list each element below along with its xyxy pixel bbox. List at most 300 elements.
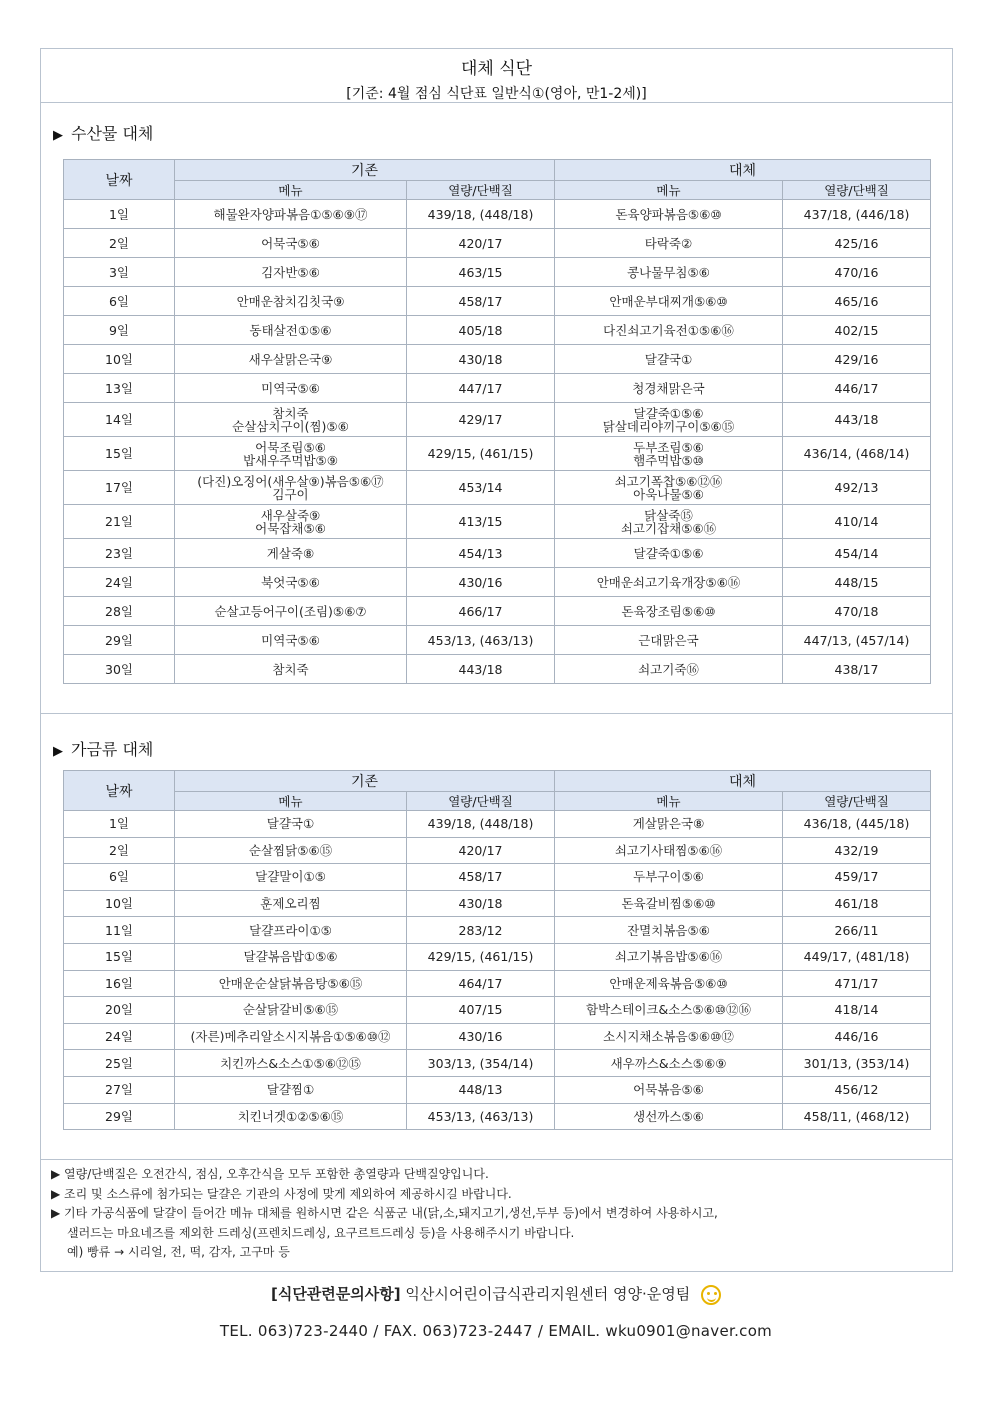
cell-text: 치킨까스&소스①⑤⑥⑫⑮ [220, 1055, 361, 1071]
substitute-nutrition-cell [783, 597, 931, 626]
col-substitute-nutrition-header: 열량/단백질 [783, 792, 931, 811]
cell-text: 새우까스&소스⑤⑥⑨ [610, 1055, 727, 1071]
original-menu-cell [175, 997, 407, 1024]
cell-text: 436/14, (468/14) [803, 446, 910, 461]
original-menu-cell [175, 229, 407, 258]
cell-text: 콩나물무침⑤⑥ [627, 264, 710, 280]
col-substitute-nutrition-header: 열량/단백질 [783, 181, 931, 200]
contact-label: [식단관련문의사항] [270, 1285, 401, 1303]
cell-text: 402/15 [834, 322, 879, 338]
cell-text: 464/17 [458, 975, 503, 991]
cell-text: 해물완자양파볶음①⑤⑥⑨⑰ [213, 206, 368, 222]
cell-text: 순살삼치구이(찜)⑤⑥ [232, 418, 349, 434]
substitute-nutrition-cell [783, 997, 931, 1024]
cell-text: 햄주먹밥⑤⑩ [633, 452, 704, 468]
substitute-nutrition-cell [783, 505, 931, 539]
cell-text: 밥새우주먹밥⑤⑨ [243, 452, 338, 468]
original-nutrition-cell [407, 811, 555, 838]
cell-text: 순살고등어구이(조림)⑤⑥⑦ [214, 603, 367, 619]
original-nutrition-cell [407, 403, 555, 437]
cell-text: 참치죽 [272, 661, 309, 677]
substitute-nutrition-cell [783, 229, 931, 258]
original-menu-cell [175, 1023, 407, 1050]
substitute-menu-cell [555, 811, 783, 838]
cell-text: 446/17 [834, 380, 879, 396]
table-row [64, 316, 931, 345]
triangle-bullet-icon: ▶ [53, 128, 63, 143]
original-nutrition-cell [407, 316, 555, 345]
cell-text: 30일 [105, 661, 133, 677]
substitute-nutrition-cell [783, 1076, 931, 1103]
table-row [64, 505, 931, 539]
cell-text: 454/13 [458, 545, 503, 561]
table-row [64, 1023, 931, 1050]
cell-text: 소시지채소볶음⑤⑥⑩⑫ [603, 1029, 734, 1045]
egg-section-heading [53, 737, 153, 760]
substitute-menu-cell [555, 505, 783, 539]
cell-text: 3일 [108, 264, 130, 280]
substitute-menu-cell [555, 229, 783, 258]
substitute-nutrition-cell [783, 626, 931, 655]
original-nutrition-cell [407, 568, 555, 597]
triangle-bullet-icon: ▶ [51, 1206, 65, 1220]
cell-text: 쇠고기잡채⑤⑥⑯ [620, 520, 717, 536]
date-cell [64, 626, 175, 655]
cell-text: 11일 [105, 922, 133, 938]
original-menu-cell [175, 345, 407, 374]
cell-text: 456/12 [834, 1082, 879, 1098]
cell-text: (자른)메추리알소시지볶음①⑤⑥⑩⑫ [190, 1029, 391, 1045]
cell-text: 안매운제육볶음⑤⑥⑩ [609, 975, 728, 991]
table-row [64, 943, 931, 970]
col-substitute-header: 대체 [555, 771, 931, 792]
table-row [64, 811, 931, 838]
cell-text: 청경채맑은국 [632, 380, 705, 396]
substitute-menu-cell [555, 1023, 783, 1050]
cell-text: 466/17 [458, 603, 503, 619]
cell-text: 430/16 [458, 1029, 503, 1045]
cell-text: 어묵잡채⑤⑥ [255, 520, 326, 536]
substitute-menu-cell [555, 539, 783, 568]
col-original-nutrition-header: 열량/단백질 [407, 792, 555, 811]
substitute-nutrition-cell [783, 943, 931, 970]
cell-text: 치킨너겟①②⑤⑥⑮ [237, 1108, 344, 1124]
cell-text: 닭살데리야끼구이⑤⑥⑮ [602, 418, 735, 434]
cell-text: 453/14 [458, 480, 503, 495]
page-title: 대체 식단 [460, 59, 533, 79]
title-box [41, 49, 952, 103]
original-nutrition-cell [407, 970, 555, 997]
seafood-heading-text: 수산물 대체 [71, 124, 154, 143]
col-substitute-menu-header: 메뉴 [555, 181, 783, 200]
original-menu-cell [175, 864, 407, 891]
date-cell [64, 229, 175, 258]
col-original-header: 기존 [175, 771, 555, 792]
substitute-menu-cell [555, 345, 783, 374]
original-nutrition-cell [407, 1050, 555, 1077]
cell-text: 20일 [105, 1002, 133, 1018]
triangle-bullet-icon: ▶ [51, 1186, 65, 1201]
date-cell [64, 1023, 175, 1050]
cell-text: 25일 [105, 1055, 133, 1071]
cell-text: 1일 [108, 816, 130, 832]
cell-text: 454/14 [834, 545, 879, 561]
substitute-menu-cell [555, 316, 783, 345]
cell-text: 새우살맑은국⑨ [248, 351, 333, 367]
date-cell [64, 345, 175, 374]
original-menu-cell [175, 811, 407, 838]
table-row [64, 1050, 931, 1077]
page-subtitle: [기준: 4월 점심 식단표 일반식①(영아, 만1-2세)] [346, 86, 647, 102]
original-menu-cell [175, 655, 407, 684]
cell-text: 어묵국⑤⑥ [261, 235, 320, 251]
original-nutrition-cell [407, 890, 555, 917]
original-nutrition-cell [407, 917, 555, 944]
original-menu-cell [175, 258, 407, 287]
cell-text: 439/18, (448/18) [427, 206, 534, 222]
table-row [64, 1076, 931, 1103]
table-row [64, 539, 931, 568]
cell-text: 근대맑은국 [638, 632, 699, 648]
cell-text: 달걀죽①⑤⑥ [633, 405, 704, 421]
substitute-nutrition-cell [783, 970, 931, 997]
substitute-menu-cell [555, 1103, 783, 1130]
cell-text: 283/12 [458, 922, 503, 938]
cell-text: 470/16 [834, 264, 879, 280]
original-menu-cell [175, 1050, 407, 1077]
substitute-menu-cell [555, 258, 783, 287]
triangle-bullet-icon: ▶ [53, 744, 63, 759]
date-cell [64, 316, 175, 345]
substitute-menu-cell [555, 374, 783, 403]
col-substitute-header: 대체 [555, 160, 931, 181]
cell-text: 23일 [105, 545, 133, 561]
date-cell [64, 655, 175, 684]
cell-text: 게살죽⑧ [266, 545, 315, 561]
cell-text: 437/18, (446/18) [803, 206, 910, 222]
egg-substitute-table [63, 770, 931, 1130]
cell-text: 447/13, (457/14) [803, 632, 910, 648]
table-row [64, 258, 931, 287]
cell-text: 458/11, (468/12) [803, 1108, 910, 1124]
substitute-nutrition-cell [783, 258, 931, 287]
substitute-nutrition-cell [783, 811, 931, 838]
date-cell [64, 943, 175, 970]
table-row [64, 1103, 931, 1130]
original-nutrition-cell [407, 943, 555, 970]
original-nutrition-cell [407, 864, 555, 891]
cell-text: 김구이 [272, 486, 309, 502]
cell-text: 잔멸치볶음⑤⑥ [627, 922, 710, 938]
original-menu-cell [175, 890, 407, 917]
cell-text: 492/13 [834, 480, 879, 495]
cell-text: 2일 [108, 235, 130, 251]
cell-text: 453/13, (463/13) [427, 632, 534, 648]
cell-text: 447/17 [458, 380, 503, 396]
seafood-section-heading [53, 121, 153, 144]
date-cell [64, 200, 175, 229]
cell-text: 쇠고기사태찜⑤⑥⑯ [614, 842, 723, 858]
date-cell [64, 505, 175, 539]
original-nutrition-cell [407, 1103, 555, 1130]
cell-text: 446/16 [834, 1029, 879, 1045]
cell-text: 27일 [105, 1082, 133, 1098]
date-cell [64, 1103, 175, 1130]
cell-text: 17일 [105, 480, 133, 495]
substitute-nutrition-cell [783, 345, 931, 374]
table-row [64, 374, 931, 403]
table-row [64, 287, 931, 316]
egg-table-body [64, 811, 931, 1130]
cell-text: 432/19 [834, 842, 879, 858]
cell-text: 418/14 [834, 1002, 879, 1018]
substitute-menu-cell [555, 970, 783, 997]
date-cell [64, 1050, 175, 1077]
cell-text: 안매운순살닭볶음탕⑤⑥⑮ [218, 975, 363, 991]
cell-text: 425/16 [834, 235, 879, 251]
col-substitute-menu-header: 메뉴 [555, 792, 783, 811]
cell-text: 438/17 [834, 661, 879, 677]
original-menu-cell [175, 287, 407, 316]
cell-text: 301/13, (353/14) [803, 1055, 910, 1071]
original-nutrition-cell [407, 258, 555, 287]
table-row [64, 917, 931, 944]
substitute-nutrition-cell [783, 437, 931, 471]
original-nutrition-cell [407, 539, 555, 568]
cell-text: 420/17 [458, 235, 503, 251]
cell-text: 북엇국⑤⑥ [261, 574, 320, 590]
date-cell [64, 837, 175, 864]
cell-text: 2일 [108, 842, 130, 858]
substitute-menu-cell [555, 890, 783, 917]
cell-text: 24일 [105, 1029, 133, 1045]
col-date-header: 날짜 [64, 771, 175, 811]
cell-text: 돈육갈비찜⑤⑥⑩ [621, 896, 716, 912]
original-menu-cell [175, 374, 407, 403]
section-divider [41, 713, 952, 714]
date-cell [64, 1076, 175, 1103]
original-menu-cell [175, 626, 407, 655]
substitute-menu-cell [555, 287, 783, 316]
cell-text: 미역국⑤⑥ [261, 380, 320, 396]
substitute-nutrition-cell [783, 890, 931, 917]
substitute-nutrition-cell [783, 374, 931, 403]
seafood-substitute-table [63, 159, 931, 684]
substitute-menu-cell [555, 568, 783, 597]
smiley-icon [701, 1285, 721, 1305]
table-row [64, 437, 931, 471]
cell-text: 생선까스⑤⑥ [633, 1108, 704, 1124]
date-cell [64, 864, 175, 891]
original-menu-cell [175, 597, 407, 626]
original-nutrition-cell [407, 229, 555, 258]
original-nutrition-cell [407, 1023, 555, 1050]
original-menu-cell [175, 568, 407, 597]
original-nutrition-cell [407, 655, 555, 684]
substitute-menu-cell [555, 597, 783, 626]
substitute-nutrition-cell [783, 1023, 931, 1050]
cell-text: 달걀국① [266, 816, 315, 832]
cell-text: 안매운쇠고기육개장⑤⑥⑯ [596, 574, 741, 590]
cell-text: 돈육장조림⑤⑥⑩ [621, 603, 716, 619]
cell-text: 29일 [105, 632, 133, 648]
cell-text: 달걀볶음밥①⑤⑥ [243, 949, 338, 965]
cell-text: 안매운부대찌개⑤⑥⑩ [609, 293, 728, 309]
note-item-continued: 샐러드는 마요네즈를 제외한 드레싱(프렌치드레싱, 요구르트드레싱 등)을 사용해주시기 바랍니다. [67, 1225, 575, 1240]
table-row [64, 890, 931, 917]
cell-text: 쇠고기볶음밥⑤⑥⑯ [614, 949, 723, 965]
substitute-nutrition-cell [783, 864, 931, 891]
table-row [64, 471, 931, 505]
substitute-nutrition-cell [783, 316, 931, 345]
cell-text: 새우살죽⑨ [260, 507, 321, 523]
cell-text: 두부조림⑤⑥ [633, 439, 704, 455]
cell-text: 아욱나물⑤⑥ [633, 486, 704, 502]
table-row [64, 997, 931, 1024]
cell-text: 두부구이⑤⑥ [633, 869, 704, 885]
note-item: ▶ 기타 가공식품에 달걀이 들어간 메뉴 대체를 원하시면 같은 식품군 내(닭,소,돼지고기,생선,두부 등)에서 변경하여 사용하시고, [51, 1206, 718, 1220]
cell-text: 6일 [108, 869, 130, 885]
cell-text: 쇠고기폭찹⑤⑥⑫⑯ [614, 473, 723, 489]
substitute-menu-cell [555, 437, 783, 471]
cell-text: 미역국⑤⑥ [261, 632, 320, 648]
original-menu-cell [175, 837, 407, 864]
date-cell [64, 287, 175, 316]
substitute-nutrition-cell [783, 917, 931, 944]
cell-text: 13일 [105, 380, 133, 396]
col-original-header: 기존 [175, 160, 555, 181]
cell-text: 21일 [105, 514, 133, 529]
cell-text: 15일 [105, 446, 133, 461]
table-row [64, 568, 931, 597]
cell-text: 410/14 [834, 514, 879, 529]
original-nutrition-cell [407, 837, 555, 864]
original-menu-cell [175, 471, 407, 505]
date-cell [64, 568, 175, 597]
substitute-menu-cell [555, 1050, 783, 1077]
original-nutrition-cell [407, 997, 555, 1024]
date-cell [64, 970, 175, 997]
cell-text: 443/18 [834, 412, 879, 427]
substitute-nutrition-cell [783, 200, 931, 229]
seafood-table-body [64, 200, 931, 684]
substitute-menu-cell [555, 997, 783, 1024]
date-cell [64, 437, 175, 471]
note-item: ▶ 열량/단백질은 오전간식, 점심, 오후간식을 모두 포함한 총열량과 단백질양입니다. [51, 1167, 489, 1181]
original-nutrition-cell [407, 200, 555, 229]
cell-text: 14일 [105, 412, 133, 427]
original-menu-cell [175, 943, 407, 970]
substitute-nutrition-cell [783, 1050, 931, 1077]
cell-text: 461/18 [834, 896, 879, 912]
date-cell [64, 917, 175, 944]
date-cell [64, 811, 175, 838]
cell-text: 429/16 [834, 351, 879, 367]
table-row [64, 655, 931, 684]
table-row [64, 597, 931, 626]
original-nutrition-cell [407, 345, 555, 374]
cell-text: 266/11 [834, 922, 879, 938]
substitute-nutrition-cell [783, 287, 931, 316]
cell-text: 430/18 [458, 896, 503, 912]
table-row [64, 229, 931, 258]
substitute-menu-cell [555, 626, 783, 655]
substitute-menu-cell [555, 403, 783, 437]
substitute-menu-cell [555, 200, 783, 229]
cell-text: 1일 [108, 206, 130, 222]
cell-text: 470/18 [834, 603, 879, 619]
note-example: 예) 빵류 → 시리얼, 전, 떡, 감자, 고구마 등 [67, 1245, 290, 1259]
original-menu-cell [175, 917, 407, 944]
cell-text: 430/16 [458, 574, 503, 590]
cell-text: 10일 [105, 351, 133, 367]
cell-text: 10일 [105, 896, 133, 912]
cell-text: 463/15 [458, 264, 503, 280]
date-cell [64, 997, 175, 1024]
cell-text: 448/15 [834, 574, 879, 590]
cell-text: 407/15 [458, 1002, 503, 1018]
substitute-nutrition-cell [783, 1103, 931, 1130]
cell-text: 453/13, (463/13) [427, 1108, 534, 1124]
date-cell [64, 258, 175, 287]
original-menu-cell [175, 1076, 407, 1103]
original-menu-cell [175, 437, 407, 471]
original-nutrition-cell [407, 374, 555, 403]
egg-heading-text: 가금류 대체 [71, 740, 154, 759]
cell-text: 달걀죽①⑤⑥ [633, 545, 704, 561]
substitute-menu-cell [555, 917, 783, 944]
original-nutrition-cell [407, 626, 555, 655]
cell-text: 459/17 [834, 869, 879, 885]
cell-text: 449/17, (481/18) [803, 949, 910, 965]
substitute-nutrition-cell [783, 655, 931, 684]
substitute-nutrition-cell [783, 837, 931, 864]
cell-text: 24일 [105, 574, 133, 590]
cell-text: 훈제오리찜 [260, 896, 321, 912]
cell-text: 448/13 [458, 1082, 503, 1098]
cell-text: 게살맑은국⑧ [632, 816, 705, 832]
original-menu-cell [175, 539, 407, 568]
cell-text: 쇠고기죽⑯ [638, 661, 699, 677]
cell-text: 동태살전①⑤⑥ [249, 322, 332, 338]
cell-text: 429/17 [458, 412, 503, 427]
cell-text: 어묵조림⑤⑥ [255, 439, 326, 455]
contact-line [0, 1283, 992, 1305]
cell-text: 달걀말이①⑤ [255, 869, 326, 885]
cell-text: 달걀프라이①⑤ [249, 922, 332, 938]
cell-text: 참치죽 [272, 405, 309, 421]
substitute-nutrition-cell [783, 403, 931, 437]
original-nutrition-cell [407, 471, 555, 505]
col-original-menu-header: 메뉴 [175, 792, 407, 811]
cell-text: 303/13, (354/14) [427, 1055, 534, 1071]
cell-text: 413/15 [458, 514, 503, 529]
original-menu-cell [175, 403, 407, 437]
cell-text: 어묵볶음⑤⑥ [633, 1082, 704, 1098]
cell-text: 16일 [105, 975, 133, 991]
original-nutrition-cell [407, 597, 555, 626]
col-original-menu-header: 메뉴 [175, 181, 407, 200]
original-nutrition-cell [407, 1076, 555, 1103]
cell-text: 458/17 [458, 293, 503, 309]
notes-block [51, 1165, 718, 1263]
original-nutrition-cell [407, 505, 555, 539]
triangle-bullet-icon: ▶ [51, 1167, 65, 1181]
date-cell [64, 471, 175, 505]
table-row [64, 200, 931, 229]
table-row [64, 626, 931, 655]
cell-text: 닭살죽⑮ [644, 507, 693, 523]
